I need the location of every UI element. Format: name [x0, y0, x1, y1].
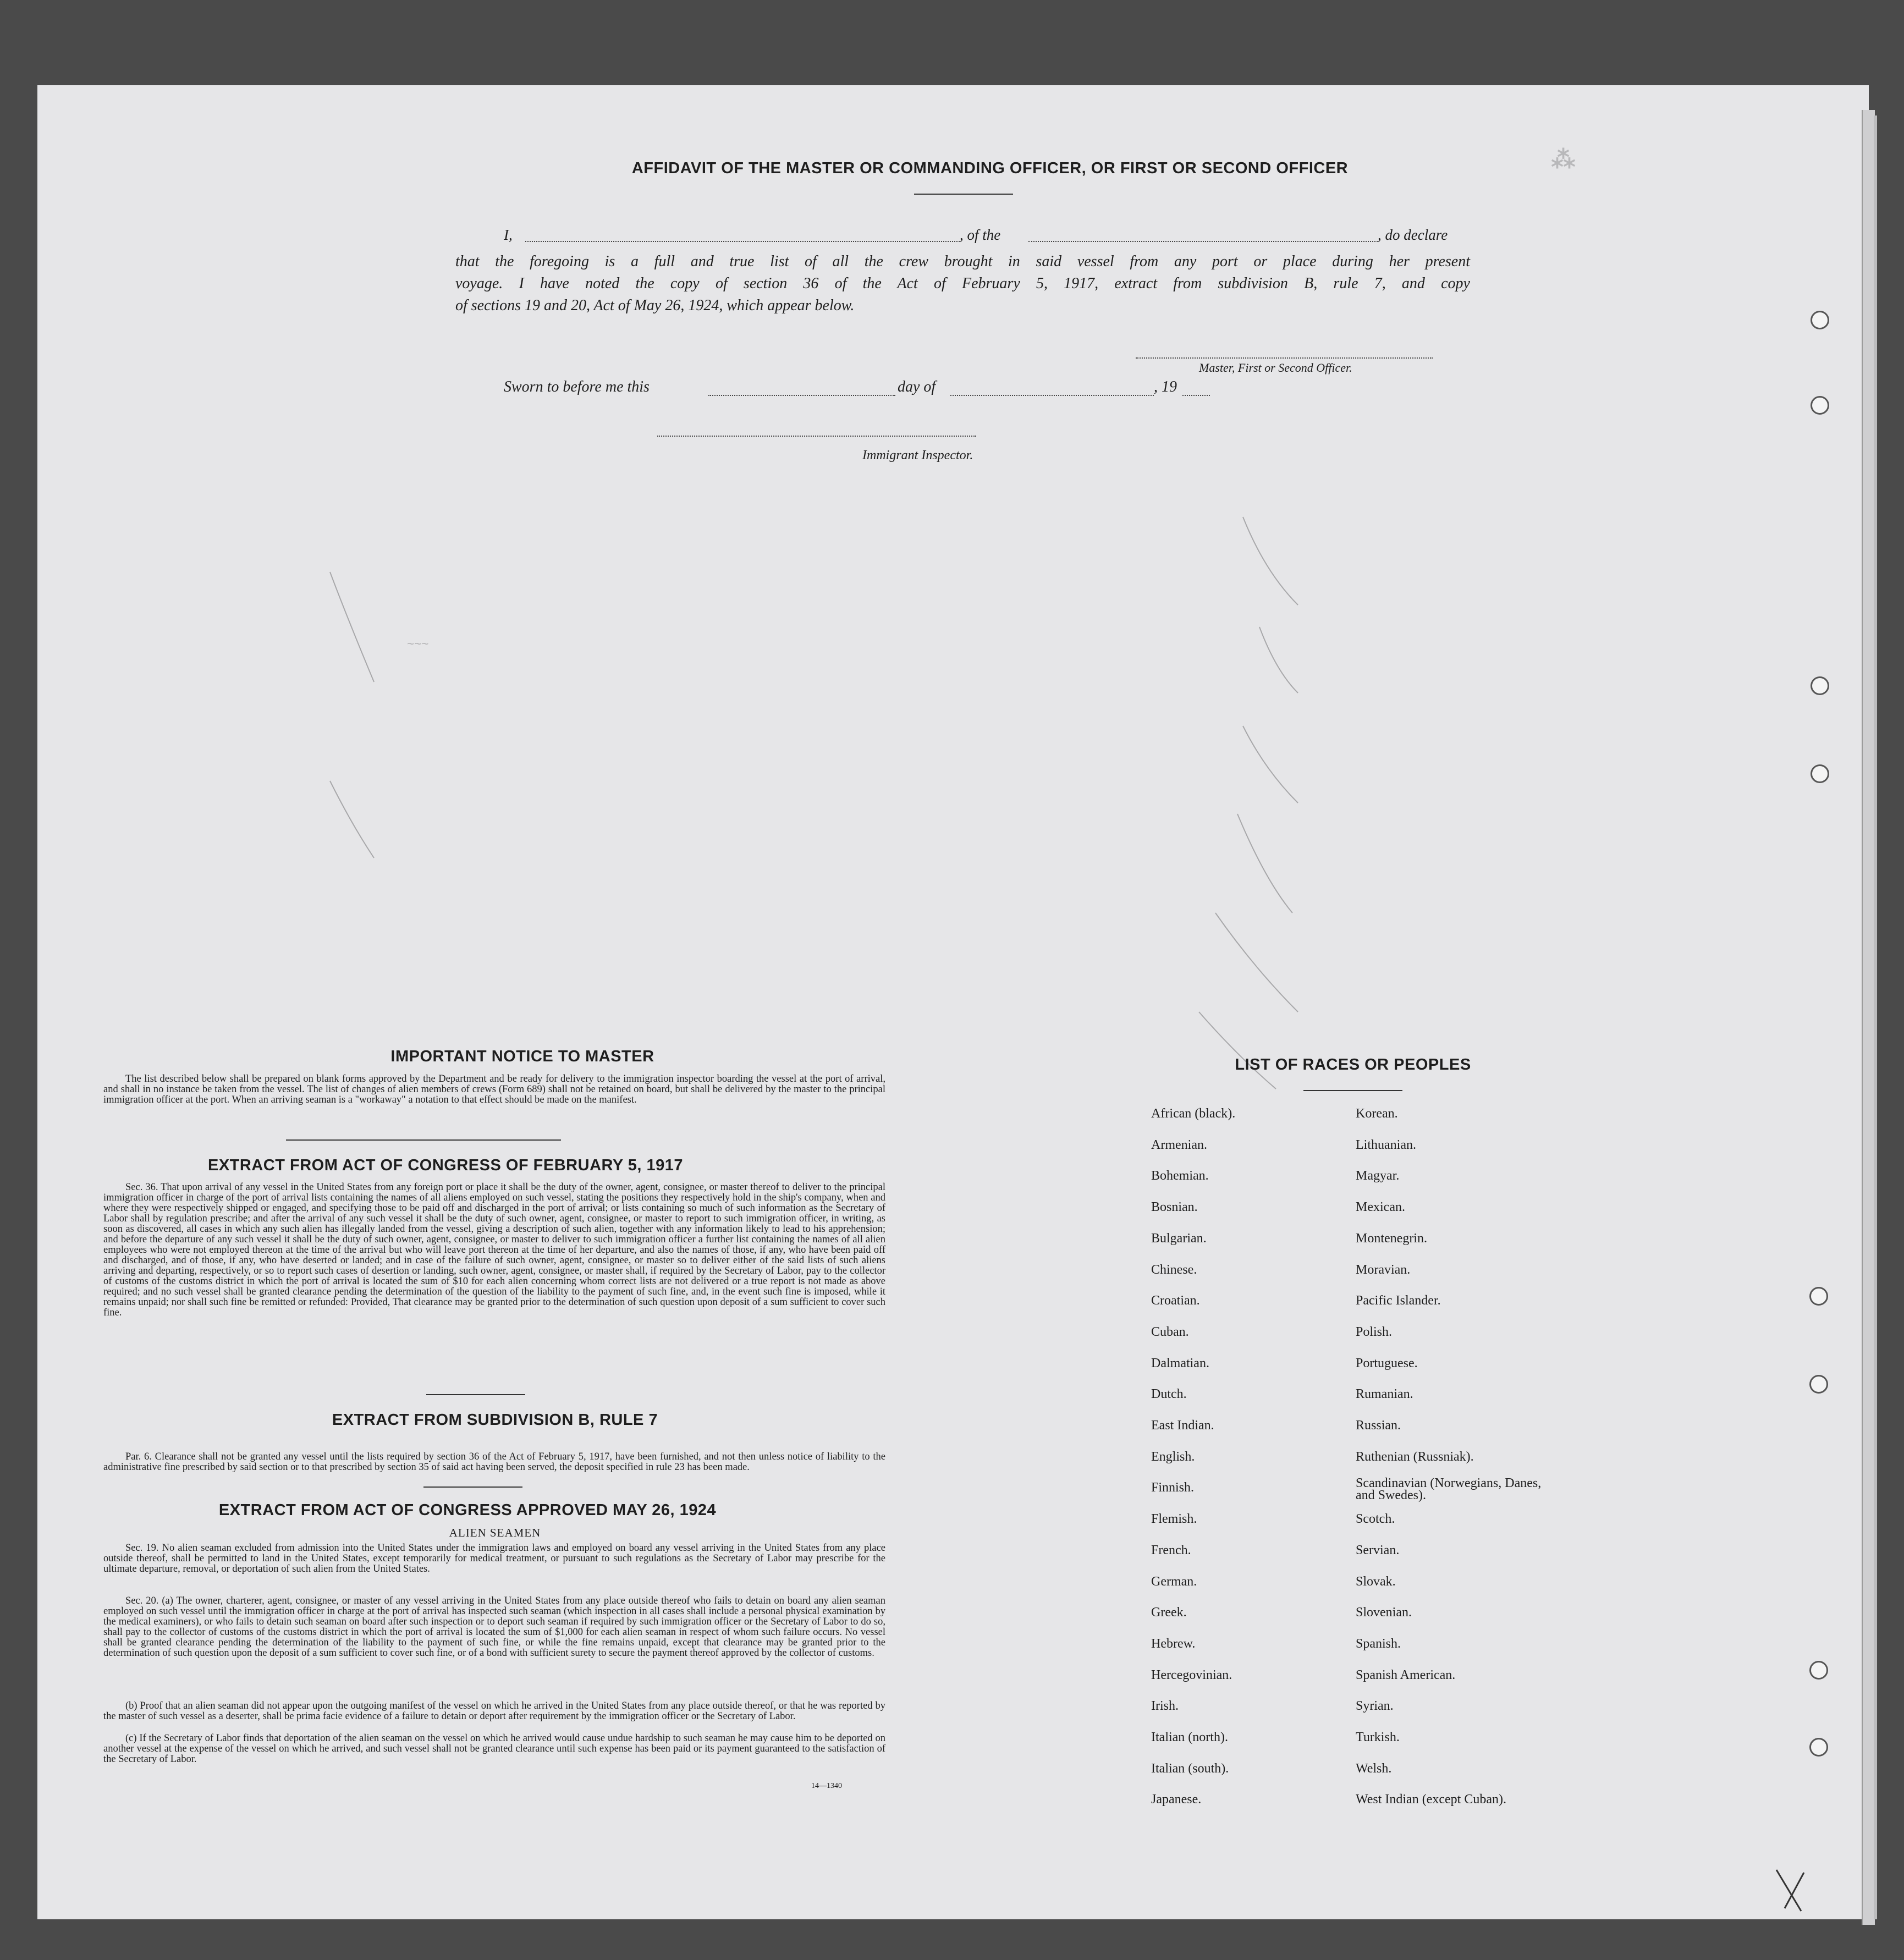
race-item: Dutch. [1151, 1387, 1187, 1402]
binding-hole [1811, 396, 1829, 415]
race-item: Japanese. [1151, 1792, 1202, 1807]
race-item: Spanish American. [1356, 1667, 1456, 1682]
rule7-title: EXTRACT FROM SUBDIVISION B, RULE 7 [332, 1411, 658, 1429]
underlying-page-edge-shadow [1874, 115, 1877, 1919]
race-item: African (black). [1151, 1106, 1236, 1121]
vessel-blank-line[interactable] [1028, 241, 1378, 242]
form-number: 14—1340 [811, 1782, 842, 1790]
rule7-text: Par. 6. Clearance shall not be granted any vessel until the lists required by section 36 of the Act of February 5, 1917, have been furnished, and not then unless notice of liability to the administrative fine prescribed by said section or to that prescribed by section 35 of said act having been served, the deposit specified in rule 23 has been made. [103, 1451, 885, 1473]
affidavit-body-line-2: voyage. I have noted the copy of section 36 of the Act of February 5, 1917, extract from subdivision B, rule 7, and copy [455, 275, 1470, 292]
race-item: Moravian. [1356, 1262, 1411, 1277]
handwritten-x-mark [1771, 1859, 1820, 1919]
race-item: Russian. [1356, 1418, 1401, 1433]
sworn-prefix: Sworn to before me this [504, 378, 650, 395]
race-item: Portuguese. [1356, 1356, 1418, 1370]
sec-20a-text: Sec. 20. (a) The owner, charterer, agent, consignee, or master of any vessel arriving in the United States from any place outside thereof who fails to detain on board any alien seaman employed on such vessel until the immigration officer in charge at the port of arrival has inspected such seaman (which inspection in all cases shall include a personal physical examination by the medical examiners), or who fails to detain such seaman on board after such inspection or to deport such seaman if required by such immigration officer or the Secretary of Labor to do so, shall pay to the collector of customs of the customs district in which the port of arrival is located the sum of $1,000 for each alien seaman in respect of whom such failure occurs. No vessel shall be granted clearance pending the determination of the liability to the payment of such fine, or while the fine remains unpaid, except that clearance may be granted prior to the determination of such question upon the deposit of a sum sufficient to cover such fine, or of a bond with sufficient surety to secure the payment thereof approved by the collector of customs. [103, 1595, 885, 1659]
race-item: Italian (north). [1151, 1730, 1228, 1744]
race-item: Cuban. [1151, 1324, 1189, 1339]
race-item: Turkish. [1356, 1730, 1400, 1744]
race-item: Polish. [1356, 1324, 1393, 1339]
extract-1924-title: EXTRACT FROM ACT OF CONGRESS APPROVED MAY 26, 1924 [218, 1501, 717, 1519]
affidavit-body-line-3: of sections 19 and 20, Act of May 26, 1924, which appear below. [455, 297, 855, 314]
race-item: Italian (south). [1151, 1761, 1229, 1776]
race-item: Bosnian. [1151, 1200, 1198, 1215]
affidavit-do-declare: , do declare [1378, 227, 1448, 243]
binding-hole [1811, 676, 1829, 695]
race-item: German. [1151, 1574, 1197, 1589]
affidavit-i-prefix: I, [504, 227, 513, 243]
bleed-through-mark: ⁂ [1551, 146, 1578, 173]
race-item: Greek. [1151, 1605, 1187, 1620]
sworn-year-blank[interactable] [1182, 395, 1210, 396]
alien-seamen-subtitle: ALIEN SEAMEN [449, 1526, 541, 1539]
race-item: Servian. [1356, 1543, 1400, 1557]
race-item: Hercegovinian. [1151, 1667, 1232, 1682]
race-item: Scandinavian (Norwegians, Danes, and Swedes). [1356, 1476, 1542, 1503]
race-item: Flemish. [1151, 1512, 1197, 1527]
underlying-page-edge [1862, 110, 1875, 1925]
master-signature-line[interactable] [1136, 357, 1433, 359]
race-item: English. [1151, 1449, 1195, 1464]
binding-hole [1809, 1287, 1828, 1306]
inspector-label: Immigrant Inspector. [862, 448, 973, 463]
race-item: East Indian. [1151, 1418, 1214, 1433]
race-item: Rumanian. [1356, 1387, 1413, 1402]
binding-hole [1811, 764, 1829, 783]
section-divider [286, 1139, 561, 1141]
race-item: Lithuanian. [1356, 1137, 1416, 1152]
race-item: French. [1151, 1543, 1191, 1557]
affidavit-body-line-1: that the foregoing is a full and true list of all the crew brought in said vessel from any port or place during her present [455, 253, 1470, 270]
master-signature-label: Master, First or Second Officer. [1199, 361, 1352, 375]
races-title: LIST OF RACES OR PEOPLES [1235, 1056, 1471, 1073]
section-divider [423, 1486, 522, 1488]
race-item: Bohemian. [1151, 1169, 1209, 1183]
race-item: Finnish. [1151, 1480, 1195, 1495]
sec-20b-text: (b) Proof that an alien seaman did not appear upon the outgoing manifest of the vessel on which he arrived in the United States from any place outside thereof, or that he was reported by the master of such vessel as a deserter, shall be prima facie evidence of a failure to detain or deport after requirement by the immigration officer or the Secretary of Labor. [103, 1700, 885, 1722]
races-title-underline [1303, 1090, 1402, 1091]
race-item: Hebrew. [1151, 1636, 1196, 1651]
race-item: Bulgarian. [1151, 1231, 1207, 1246]
sworn-day-of: day of [898, 378, 936, 395]
bleed-through-strokes [308, 462, 1408, 1122]
inspector-signature-line[interactable] [657, 436, 976, 437]
race-item: Slovenian. [1356, 1605, 1412, 1620]
sec-19-text: Sec. 19. No alien seaman excluded from admission into the United States under the immigration laws and employed on board any vessel arriving in the United States from any place outside thereof, shall be permitted to land in the United States, except temporarily for medical treatment, or pursuant to such regulations as the Secretary of Labor may prescribe for the ultimate departure, removal, or deportation of such alien from the United States. [103, 1543, 885, 1574]
binding-hole [1809, 1738, 1828, 1757]
race-item: Montenegrin. [1356, 1231, 1427, 1246]
race-item: Mexican. [1356, 1200, 1405, 1215]
binding-hole [1809, 1661, 1828, 1680]
sworn-month-blank[interactable] [950, 395, 1154, 396]
race-item: Magyar. [1356, 1169, 1400, 1183]
race-item: Spanish. [1356, 1636, 1401, 1651]
extract-1917-text: Sec. 36. That upon arrival of any vessel in the United States from any foreign port or place it shall be the duty of the owner, agent, consignee, or master thereof to deliver to the principal immigration officer in charge of the port of arrival lists containing the names of all aliens employed on such vessel, stating the positions they respectively hold in the ship's company, when and where they were respectively shipped or engaged, and specifying those to be paid off and discharged in the port of arrival; or lists containing so much of such information as the Secretary of Labor shall by regulation prescribe; and after the arrival of any such vessel it shall be the duty of such owner, agent, consignee, or master to report to such immigration officer, in writing, as soon as discovered, all cases in which any such alien has illegally landed from the vessel, giving a description of such alien, together with any information likely to lead to his apprehension; and before the departure of any such vessel it shall be the duty of such owner, agent, consignee, or master to deliver to such immigration officer a further list containing the names of all alien employees who were not employed thereon at the time of the arrival but who will leave port thereon at the time of her departure, and also the names of those, if any, who have been paid off and discharged, and of those, if any, who have deserted or landed; and in case of the failure of such owner, agent, consignee, or master so to deliver either of the said lists of such aliens arriving and departing, respectively, or so to report such cases of desertion or landing, such owner, agent, consignee, or master shall, if required by the Secretary of Labor, pay to the collector of customs of the customs district in which the port of arrival is located the sum of $10 for each alien concerning whom correct lists are not delivered or a true report is not made as above required; and no such vessel shall be granted clearance pending the determination of the question of the liability to the payment of such fine, and, in the event such fine is imposed, while it remains unpaid; nor shall such fine be remitted or refunded: Provided, That clearance may be granted prior to the determination of such question upon deposit of a sum sufficient to cover such fine. [103, 1182, 885, 1318]
race-item: Scotch. [1356, 1512, 1395, 1527]
race-item: Irish. [1151, 1699, 1179, 1714]
binding-hole [1811, 311, 1829, 329]
race-item: Pacific Islander. [1356, 1293, 1441, 1308]
race-item: Korean. [1356, 1106, 1398, 1121]
race-item: Ruthenian (Russniak). [1356, 1449, 1474, 1464]
sworn-day-blank[interactable] [708, 395, 895, 396]
section-divider [426, 1394, 525, 1395]
race-item: Chinese. [1151, 1262, 1197, 1277]
binding-hole [1809, 1375, 1828, 1394]
race-item: West Indian (except Cuban). [1356, 1792, 1506, 1807]
race-item: Croatian. [1151, 1293, 1200, 1308]
notice-text: The list described below shall be prepared on blank forms approved by the Department and be ready for delivery to the immigration inspector boarding the vessel at the port of arrival, and shall in no instance be taken from the vessel. The list of changes of alien members of crews (Form 689) shall not be retained on board, but shall be delivered by the master to the principal immigration officer at the port. When an arriving seaman is a "workaway" a notation to that effect should be made on the manifest. [103, 1073, 885, 1105]
race-item: Dalmatian. [1151, 1356, 1209, 1370]
affidavit-title: AFFIDAVIT OF THE MASTER OR COMMANDING OFFICER, OR FIRST OR SECOND OFFICER [631, 159, 1349, 177]
name-blank-line[interactable] [525, 241, 960, 242]
extract-1917-title: EXTRACT FROM ACT OF CONGRESS OF FEBRUARY 5, 1917 [207, 1157, 684, 1174]
sec-20c-text: (c) If the Secretary of Labor finds that deportation of the alien seaman on the vessel on which he arrived would cause undue hardship to such seaman he may cause him to be deported on another vessel at the expense of the vessel on which he arrived, and such vessel shall not be granted clearance until such expense has been paid or its payment guaranteed to the satisfaction of the Secretary of Labor. [103, 1733, 885, 1765]
affidavit-of-the: , of the [960, 227, 1001, 243]
notice-title: IMPORTANT NOTICE TO MASTER [390, 1048, 654, 1065]
race-item: Armenian. [1151, 1137, 1207, 1152]
sworn-year-prefix: , 19 [1154, 378, 1177, 395]
race-item: Welsh. [1356, 1761, 1392, 1776]
bleed-through-handwriting: ~~~ [407, 638, 429, 652]
title-underline [914, 194, 1013, 195]
race-item: Syrian. [1356, 1699, 1394, 1714]
race-item: Slovak. [1356, 1574, 1396, 1589]
